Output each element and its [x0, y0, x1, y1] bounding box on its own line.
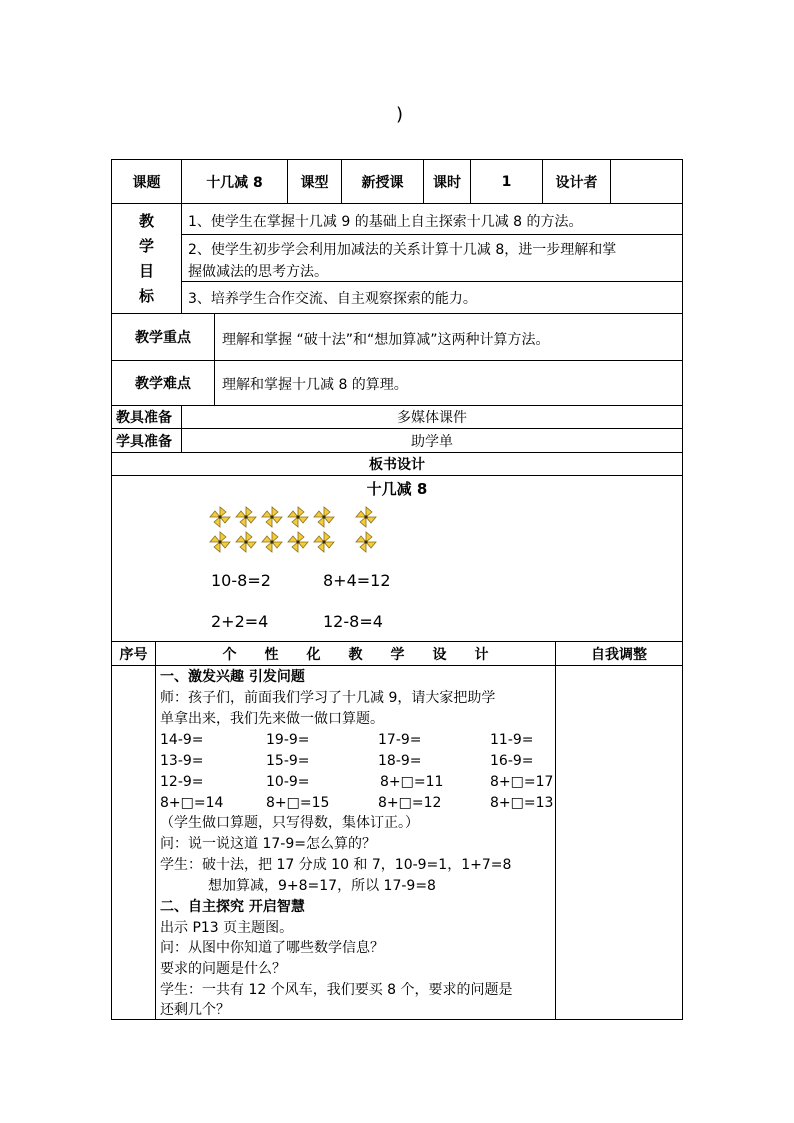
mental-math-item: 16-9= [490, 753, 534, 769]
adjust-header: 自我调整 [591, 646, 647, 663]
seq-header: 序号 [119, 646, 148, 663]
pinwheel-icon [313, 531, 335, 553]
mental-math-item: 15-9= [266, 753, 310, 769]
mental-math-item: 8+□=13 [490, 795, 554, 811]
hours-value: 1 [501, 173, 512, 190]
lesson-line: 想加算减，9+8=17，所以 17-9=8 [208, 878, 436, 894]
student-prep-label: 学具准备 [116, 433, 172, 450]
lesson-line: （学生做口算题，只写得数，集体订正。） [160, 815, 419, 831]
goals-label-char: 目 [138, 262, 154, 280]
lesson-line: 学生：破十法，把 17 分成 10 和 7，10-9=1，1+7=8 [160, 857, 512, 873]
lesson-line: 出示 P13 页主题图。 [160, 920, 294, 936]
mental-math-item: 8+□=14 [160, 795, 224, 811]
mental-math-item: 11-9= [490, 732, 534, 748]
mental-math-item: 8+□=11 [380, 774, 444, 790]
lesson-line: 师：孩子们，前面我们学习了十几减 9，请大家把助学 [160, 690, 496, 706]
hours-label: 课时 [433, 174, 461, 191]
lesson-line: 还剩几个？ [160, 1002, 230, 1018]
pinwheel-icon [209, 531, 231, 553]
board-heading: 板书设计 [369, 457, 425, 473]
pinwheel-icon [261, 506, 283, 528]
teacher-prep-label: 教具准备 [116, 410, 172, 426]
difficulty-value: 理解和掌握十几减 8 的算理。 [222, 377, 408, 393]
topic-label: 课题 [132, 174, 161, 191]
mental-math-item: 8+□=12 [378, 795, 442, 811]
mental-math-item: 10-9= [266, 774, 310, 790]
stray-parenthesis: ) [396, 104, 404, 125]
lesson-line: 要求的问题是什么？ [160, 961, 286, 977]
difficulty-label: 教学难点 [135, 376, 191, 392]
goal-3: 3、培养学生合作交流、自主观察探索的能力。 [188, 291, 477, 307]
type-label: 课型 [300, 174, 329, 191]
mental-math-item: 8+□=15 [266, 795, 330, 811]
pinwheel-icon [287, 531, 309, 553]
pinwheel-icon [235, 531, 257, 553]
goals-label-char: 学 [138, 237, 154, 255]
lesson-line: 单拿出来，我们先来做一做口算题。 [160, 711, 384, 727]
designer-label: 设计者 [555, 174, 598, 191]
goal-2-line-1: 2、使学生初步学会利用加减法的关系计算十几减 8，进一步理解和掌 [188, 242, 617, 258]
design-header: 个 性 化 教 学 设 计 [222, 646, 489, 663]
pinwheel-icon [355, 506, 377, 528]
student-prep-value: 助学单 [411, 433, 453, 450]
goal-2-line-2: 握做减法的思考方法。 [188, 264, 328, 280]
goal-1: 1、使学生在掌握十几减 9 的基础上自主探索十几减 8 的方法。 [188, 214, 583, 230]
mental-math-item: 13-9= [160, 753, 204, 769]
goals-label-char: 标 [138, 287, 154, 305]
lesson-line: 问：说一说这道 17-9=怎么算的？ [160, 836, 376, 852]
mental-math-item: 18-9= [378, 753, 422, 769]
mental-math-item: 8+□=17 [490, 774, 554, 790]
goals-label [112, 210, 181, 306]
mental-math-item: 17-9= [378, 732, 422, 748]
pinwheel-icon [235, 506, 257, 528]
mental-math-item: 19-9= [266, 732, 310, 748]
board-title: 十几减 8 [366, 479, 428, 498]
mental-math-item: 12-9= [160, 774, 204, 790]
type-value: 新授课 [361, 174, 404, 191]
key-point-value: 理解和掌握 “破十法”和“想加算减”这两种计算方法。 [222, 332, 550, 348]
topic-value: 十几减 8 [206, 174, 263, 191]
pinwheel-icon [261, 531, 283, 553]
goals-label-char: 教 [138, 212, 154, 230]
lesson-line: 学生：一共有 12 个风车，我们要买 8 个，要求的问题是 [160, 982, 513, 998]
board-equation: 2+2=4 [211, 612, 269, 631]
board-equation: 12-8=4 [323, 612, 383, 631]
section-1-heading: 一、激发兴趣 引发问题 [160, 669, 305, 685]
pinwheel-icon [287, 506, 309, 528]
teacher-prep-value: 多媒体课件 [397, 410, 467, 426]
mental-math-item: 14-9= [160, 732, 204, 748]
section-2-heading: 二、自主探究 开启智慧 [160, 899, 305, 915]
designer-value [611, 160, 682, 203]
key-point-label: 教学重点 [135, 330, 191, 346]
lesson-line: 问：从图中你知道了哪些数学信息？ [160, 940, 384, 956]
board-equation: 10-8=2 [211, 571, 271, 590]
pinwheel-icon [313, 506, 335, 528]
pinwheel-icon [209, 506, 231, 528]
pinwheel-icon [355, 531, 377, 553]
board-equation: 8+4=12 [323, 571, 391, 590]
